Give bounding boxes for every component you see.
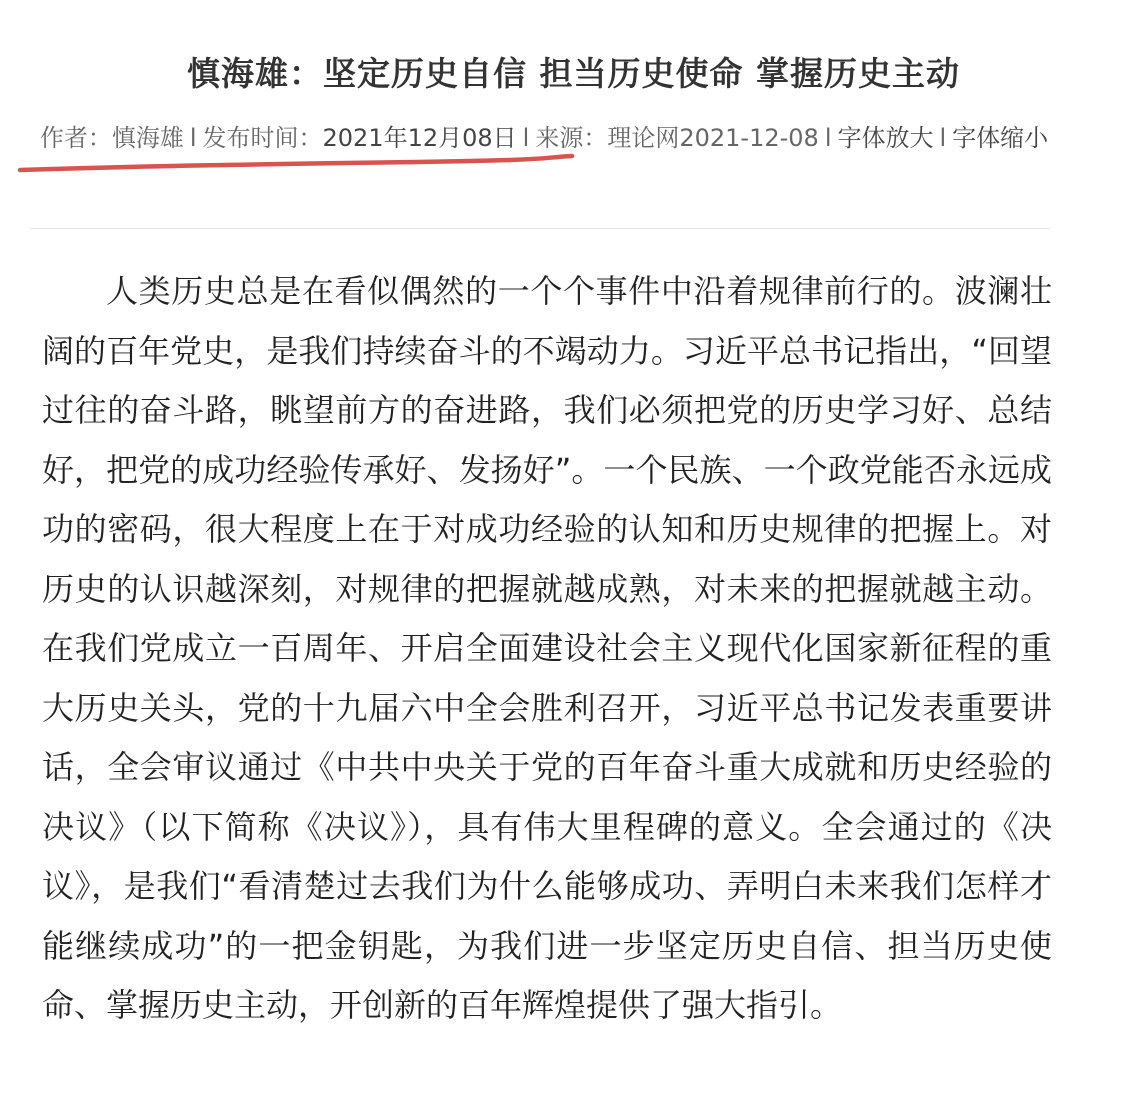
font-increase-link[interactable]: 字体放大 [837,124,934,152]
meta-separator: l [824,124,832,152]
publish-date: 2021年12月08日 [322,124,517,152]
publish-label: 发布时间： [202,124,323,152]
author-name: 慎海雄 [111,124,184,152]
source-label: 来源： [535,124,608,152]
meta-separator: l [522,124,530,152]
source-name: 理论网2021-12-08 [607,124,819,152]
font-decrease-link[interactable]: 字体缩小 [952,124,1049,152]
article-title: 慎海雄：坚定历史自信 担当历史使命 掌握历史主动 [187,54,960,94]
meta-separator: l [939,124,947,152]
author-label: 作者： [39,124,112,152]
meta-separator: l [189,124,197,152]
red-underline-annotation [16,148,576,178]
meta-divider [30,228,1050,229]
article-body: 人类历史总是在看似偶然的一个个事件中沿着规律前行的。波澜壮阔的百年党史，是我们持续奋斗的不竭动力。习近平总书记指出，“回望过往的奋斗路，眺望前方的奋进路，我们必须把党的历史学习好、总结好，把党的成功经验传承好、发扬好”。一个民族、一个政党能否永远成功的密码，很大程度上在于对成功经验的认知和历史规律的把握上。对历史的认识越深刻，对规律的把握就越成熟，对未来的把握就越主动。在我们党成立一百周年、开启全面建设社会主义现代化国家新征程的重大历史关头，党的十九届六中全会胜利召开，习近平总书记发表重要讲话，全会审议通过《中共中央关于党的百年奋斗重大成就和历史经验的决议》（以下简称《决议》），具有伟大里程碑的意义。全会通过的《决议》，是我们“看清楚过去我们为什么能够成功、弄明白未来我们怎样才能继续成功”的一把金钥匙，为我们进一步坚定历史自信、担当历史使命、掌握历史主动，开创新的百年辉煌提供了强大指引。 [42,272,1052,1024]
